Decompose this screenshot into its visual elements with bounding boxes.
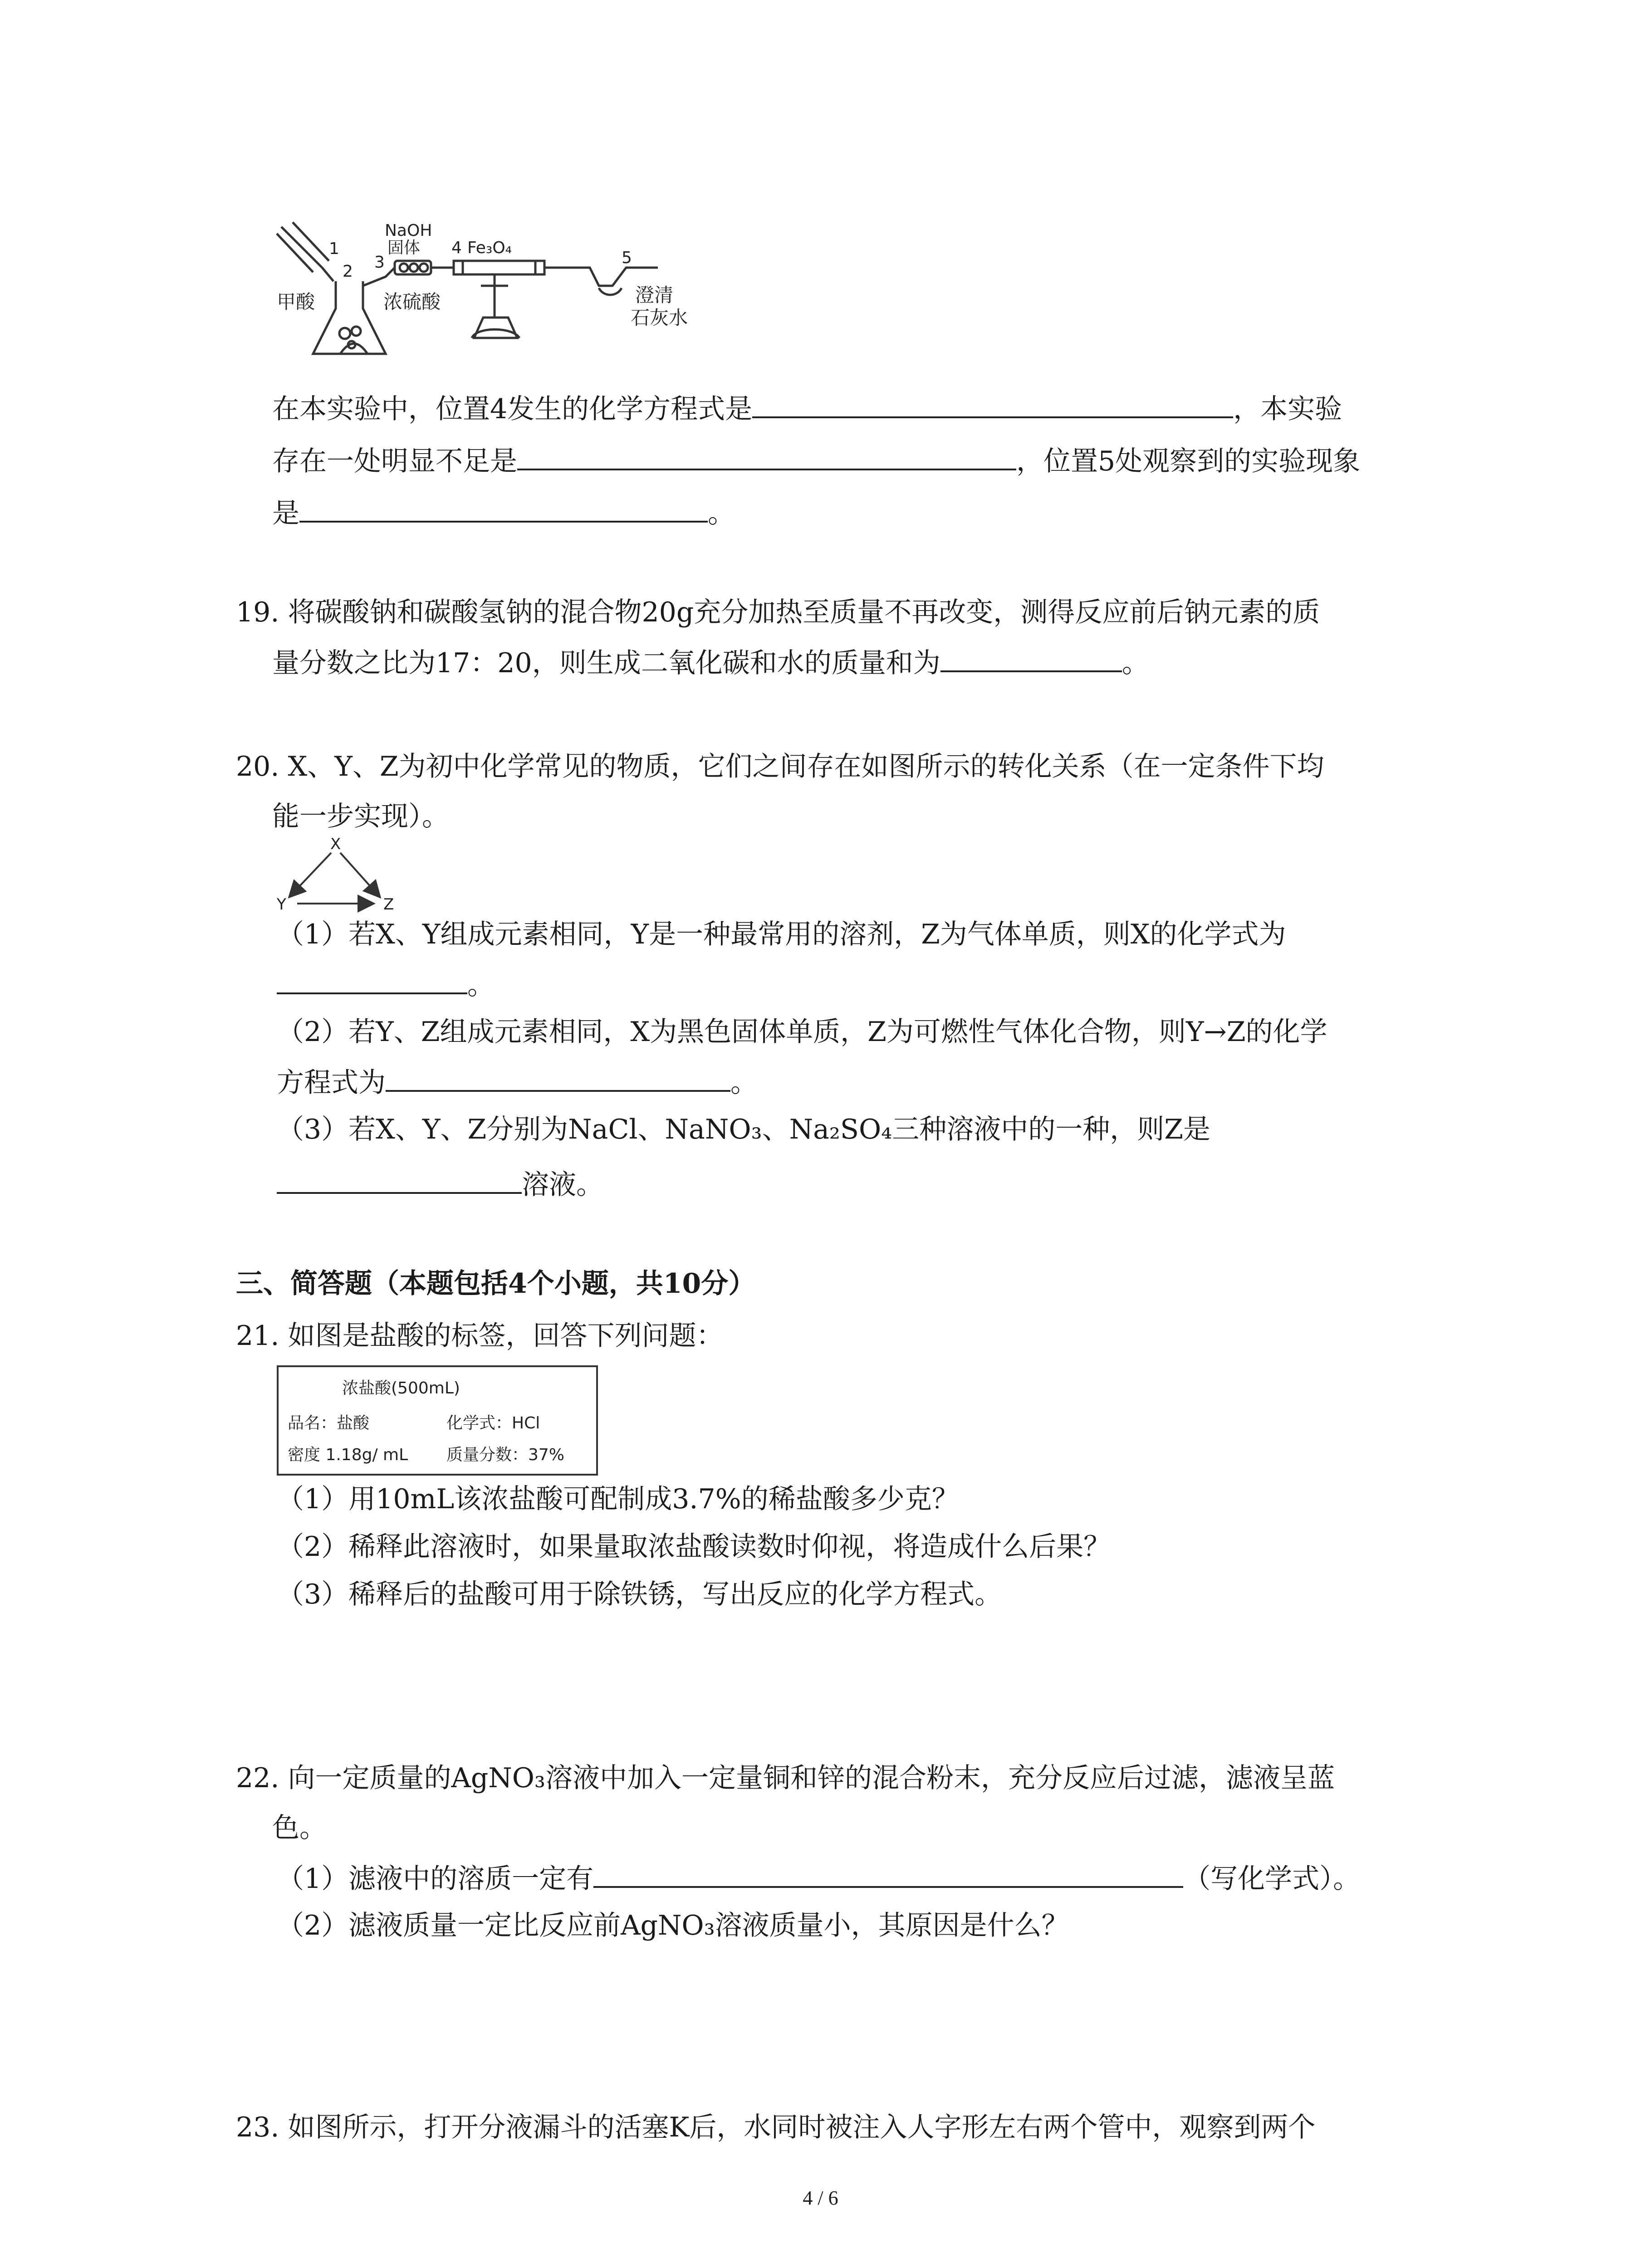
xyz-triangle-diagram: [272, 835, 408, 916]
hcl-label-fraction: 质量分数：37%: [446, 1446, 565, 1464]
fe3o4-label: Fe₃O₄: [467, 239, 512, 257]
q22-part1: （1）滤液中的溶质一定有 （写化学式）。: [277, 1860, 1360, 1897]
q20-part2-line-2: 方程式为 。: [277, 1064, 758, 1101]
q20-part3-line-2: 溶液。: [277, 1166, 603, 1203]
q20-blank-x-formula[interactable]: [277, 966, 467, 994]
q18-line-1: 在本实验中，位置4发生的化学方程式是 ，本实验: [272, 390, 1342, 427]
hcl-label-title: 浓盐酸(500mL): [342, 1379, 460, 1398]
q22-part2: （2）滤液质量一定比反应前AgNO₃溶液质量小，其原因是什么？: [277, 1910, 1069, 1941]
q18-blank-equation[interactable]: [752, 390, 1233, 418]
naoh-label: NaOH: [385, 221, 432, 240]
hcl-label: [277, 1365, 598, 1476]
q20-blank-z-solution[interactable]: [277, 1166, 522, 1194]
q20-part1-line-1: （1）若X、Y组成元素相同，Y是一种最常用的溶剂，Z为气体单质，则X的化学式为: [277, 919, 1286, 950]
position-1-label: 1: [329, 240, 339, 258]
solid-label: 固体: [387, 239, 421, 257]
q21-part3: （3）稀释后的盐酸可用于除铁锈，写出反应的化学方程式。: [277, 1579, 1002, 1610]
limewater-label-2: 石灰水: [631, 307, 688, 329]
position-5-label: 5: [622, 249, 632, 267]
hcl-label-name: 品名：盐酸: [288, 1414, 370, 1432]
q18-blank-phenomenon[interactable]: [299, 494, 708, 523]
q20-line-2: 能一步实现）。: [272, 801, 449, 832]
q18-line-3: 是 。: [272, 494, 735, 532]
q22-line-1: 22. 向一定质量的AgNO₃溶液中加入一定量铜和锌的混合粉末，充分反应后过滤，滤液呈蓝: [236, 1762, 1335, 1794]
q19-line-1: 19. 将碳酸钠和碳酸氢钠的混合物20g充分加热至质量不再改变，测得反应前后钠元素的质: [236, 596, 1320, 628]
q20-line-1: 20. X、Y、Z为初中化学常见的物质，它们之间存在如图所示的转化关系（在一定条件下均: [236, 751, 1324, 782]
q20-part1-line-2: 。: [277, 966, 495, 1003]
q21-line-1: 21. 如图是盐酸的标签，回答下列问题：: [236, 1320, 724, 1352]
conc-sulfuric-label: 浓硫酸: [383, 291, 441, 313]
node-z: Z: [383, 895, 394, 914]
position-4-label: 4: [451, 239, 462, 257]
q19-blank-answer[interactable]: [941, 644, 1122, 672]
formic-acid-label: 甲酸: [277, 291, 315, 313]
section-3-heading: 三、简答题（本题包括4个小题，共10分）: [236, 1268, 756, 1300]
q18-blank-deficiency[interactable]: [517, 442, 1016, 470]
q22-line-2: 色。: [272, 1812, 327, 1844]
limewater-label-1: 澄清: [635, 284, 674, 306]
node-y: Y: [277, 895, 286, 914]
position-2-label: 2: [343, 262, 353, 281]
q19-line-2: 量分数之比为17：20，则生成二氧化碳和水的质量和为 。: [272, 644, 1149, 681]
apparatus-diagram: [272, 218, 785, 372]
q21-part2: （2）稀释此溶液时，如果量取浓盐酸读数时仰视，将造成什么后果？: [277, 1531, 1111, 1563]
q20-blank-y-to-z-equation[interactable]: [386, 1064, 730, 1092]
position-3-label: 3: [374, 253, 385, 272]
q21-part1: （1）用10mL该浓盐酸可配制成3.7%的稀盐酸多少克？: [277, 1483, 959, 1515]
node-x: X: [330, 835, 341, 853]
page-number: 4 / 6: [803, 2187, 838, 2209]
q20-part2-line-1: （2）若Y、Z组成元素相同，X为黑色固体单质，Z为可燃性气体化合物，则Y→Z的化学: [277, 1016, 1327, 1048]
hcl-label-density: 密度 1.18g/ mL: [288, 1446, 408, 1464]
q20-part3-line-1: （3）若X、Y、Z分别为NaCl、NaNO₃、Na₂SO₄三种溶液中的一种，则Z是: [277, 1114, 1210, 1145]
q23-line-1: 23. 如图所示，打开分液漏斗的活塞K后，水同时被注入人字形左右两个管中，观察到两个: [236, 2112, 1316, 2143]
q22-blank-solute[interactable]: [593, 1860, 1183, 1888]
hcl-label-formula: 化学式：HCl: [446, 1414, 540, 1432]
q18-line-2: 存在一处明显不足是 ，位置5处观察到的实验现象: [272, 442, 1360, 479]
